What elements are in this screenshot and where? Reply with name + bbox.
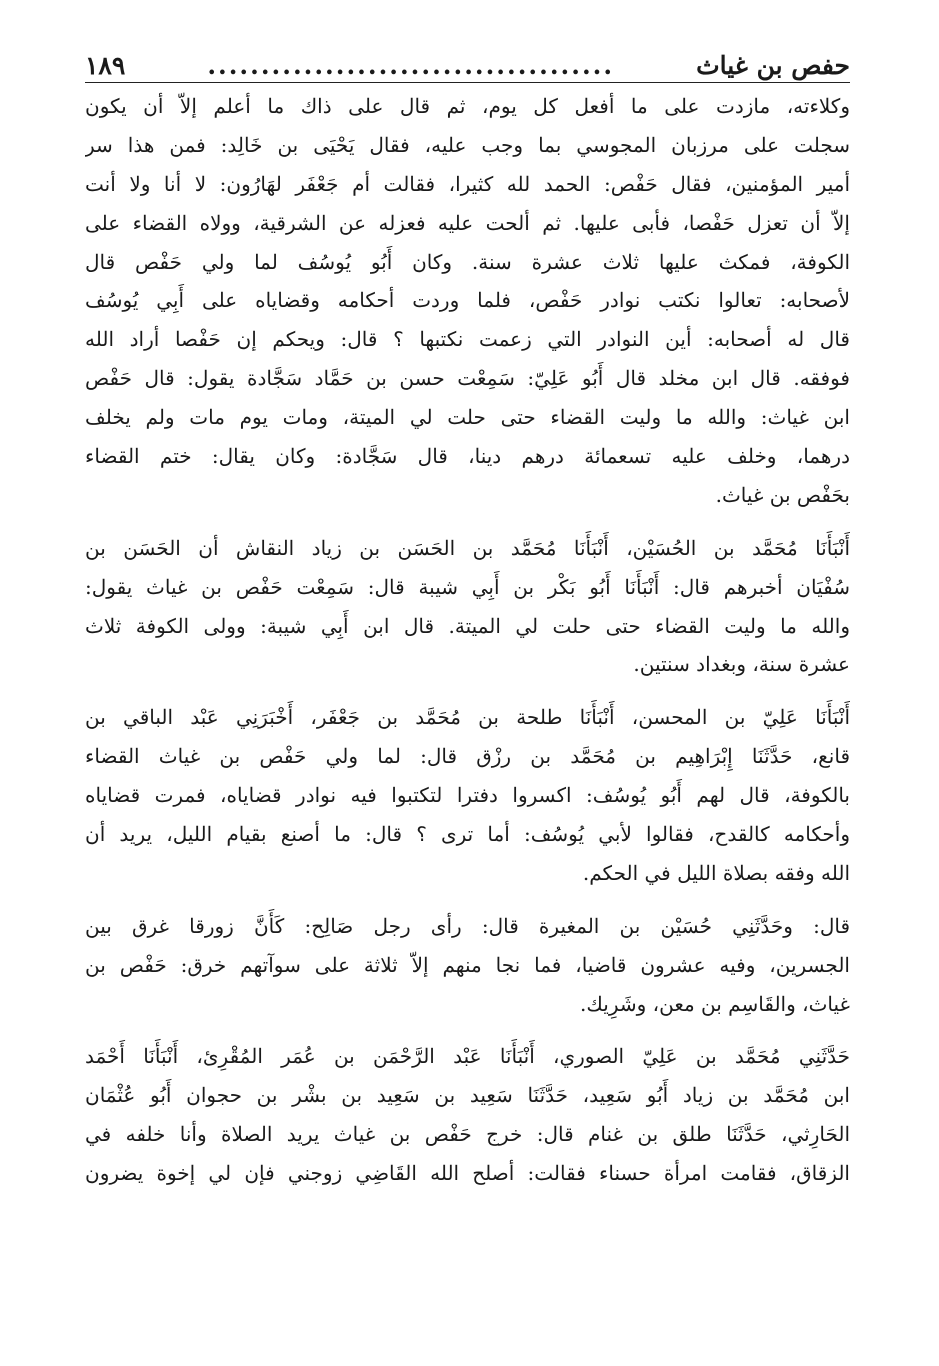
text-line: بالكوفة، قال لهم أَبُو يُوسُف: اكسروا دفترا لتكتبوا فيه نوادر قضاياه، فمرت قضاياه (85, 783, 850, 808)
paragraph-gap (85, 1027, 850, 1037)
leader-dots: ...................................... (207, 51, 615, 80)
text-line: أَنْبَأَنَا مُحَمَّد بن الحُسَيْن، أَنْبَأَنَا مُحَمَّد بن الحَسَن بن زياد النقاش أن الحَسَن بن (85, 535, 850, 560)
text-line: الله وفقه بصلاة الليل في الحكم. (582, 860, 850, 885)
text-line: ابن مُحَمَّد بن زياد أَبُو سَعِيد، حَدَّثَنَا سَعِيد بن سَعِيد بن بشْر بن حجوان أَبُو عُثْمَان (85, 1083, 850, 1108)
text-line: إلاّ أن تعزل حَفْصا، فأبى عليها. ثم ألحت عليه فعزله عن الشرقية، وولاه القضاء على (85, 210, 850, 235)
text-line: وأحكامه كالقدح، فقالوا لأبي يُوسُف: أما ترى ؟ قال: ما أصنع بقيام الليل، يريد أن (85, 822, 850, 847)
paragraph (85, 907, 850, 1024)
text-line: حَدَّثَنِي مُحَمَّد بن عَلِيّ الصوري، أَنْبَأَنَا عَبْد الرَّحْمَن بن عُمَر المُقْرِئ، أَنْبَأَنَا أَحْمَد (85, 1044, 850, 1069)
text-line: الجسرين، وفيه عشرون قاضيا، فما نجا منهم إلاّ ثلاثة على سوآتهم خرق: حَفْص بن (85, 952, 850, 977)
paragraph (85, 529, 850, 685)
paragraph (85, 87, 850, 515)
text-line: قال له أصحابه: أين النوادر التي زعمت نكتبها ؟ قال: ويحكم إن حَفْصا أراد الله (85, 327, 850, 352)
text-line: أَنْبَأَنَا عَلِيّ بن المحسن، أَنْبَأَنَا طلحة بن مُحَمَّد بن جَعْفَر، أَخْبَرَنِي عَبْد الباقي بن (85, 705, 850, 730)
paragraph-gap (85, 897, 850, 907)
text-line: وكلاءته، مازدت على ما أفعل كل يوم، ثم قال على ذاك ما أعلم إلاّ أن يكون (85, 94, 850, 118)
running-header (85, 34, 850, 83)
text-line: فوفقه. قال ابن مخلد قال أَبُو عَلِيّ: سَمِعْت حسن بن حَمَّاد سَجَّادة يقول: قال حَفْص (85, 366, 850, 391)
paragraph (85, 1037, 850, 1193)
paragraph-gap (85, 688, 850, 698)
page-number: ١٨٩ (85, 51, 126, 80)
paragraph (85, 698, 850, 892)
text-line: غياث، والقَاسِم بن معن، وشَرِيك. (580, 991, 850, 1016)
text-line: الحَارِثي، حَدَّثَنَا طلق بن غنام قال: خرج حَفْص بن غياث يريد الصلاة وأنا خلفه في (85, 1122, 850, 1147)
chapter-title: حفص بن غياث (696, 51, 850, 80)
text-line: أمير المؤمنين، فقال حَفْص: الحمد لله كثيرا، فقالت أم جَعْفَر لهَارُون: لا أنا ولا أنت (85, 171, 850, 196)
paragraph-gap (85, 519, 850, 529)
body-text (85, 87, 850, 1193)
text-line: الكوفة، فمكث عليها ثلاث عشرة سنة. وكان أَبُو يُوسُف لما ولي حَفْص قال (85, 249, 850, 274)
text-line: لأصحابه: تعالوا نكتب نوادر حَفْص، فلما وردت أحكامه وقضاياه على أَبِي يُوسُف (85, 288, 850, 313)
text-line: ابن غياث: والله ما وليت القضاء حتى حلت لي الميتة، ومات يوم مات ولم يخلف (85, 405, 850, 430)
text-line: سجلت على مرزبان المجوسي بما وجب عليه، فقال يَحْيَى بن خَالِد: فمن هذا سر (85, 132, 850, 157)
text-line: والله ما وليت القضاء حتى حلت لي الميتة. قال ابن أَبِي شيبة: وولى الكوفة ثلاث (85, 613, 850, 638)
text-line: عشرة سنة، وبغداد سنتين. (633, 652, 850, 677)
text-line: سُفْيَان أخبرهم قال: أَنْبَأَنَا أَبُو بَكْر بن أَبِي شيبة قال: سَمِعْت حَفْص بن غياث يقول: (85, 574, 850, 599)
text-line: الزقاق، فقامت امرأة حسناء فقالت: أصلح الله القَاضِي زوجني فإن لي إخوة يضرون (85, 1161, 850, 1186)
text-line: قال: وحَدَّثَنِي حُسَيْن بن المغيرة قال: رأى رجل صَالِح: كَأَنَّ زورقا غرق بين (85, 913, 850, 938)
text-line: قانع، حَدَّثَنَا إِبْرَاهِيم بن مُحَمَّد بن رزْق قال: لما ولي حَفْص بن غياث القضاء (85, 744, 850, 769)
text-line: درهما، وخلف عليه تسعمائة درهم دينا، قال سَجَّادة: وكان يقال: ختم القضاء (85, 444, 850, 469)
book-page (85, 34, 850, 1197)
text-line: بحَفْص بن غياث. (715, 482, 850, 507)
